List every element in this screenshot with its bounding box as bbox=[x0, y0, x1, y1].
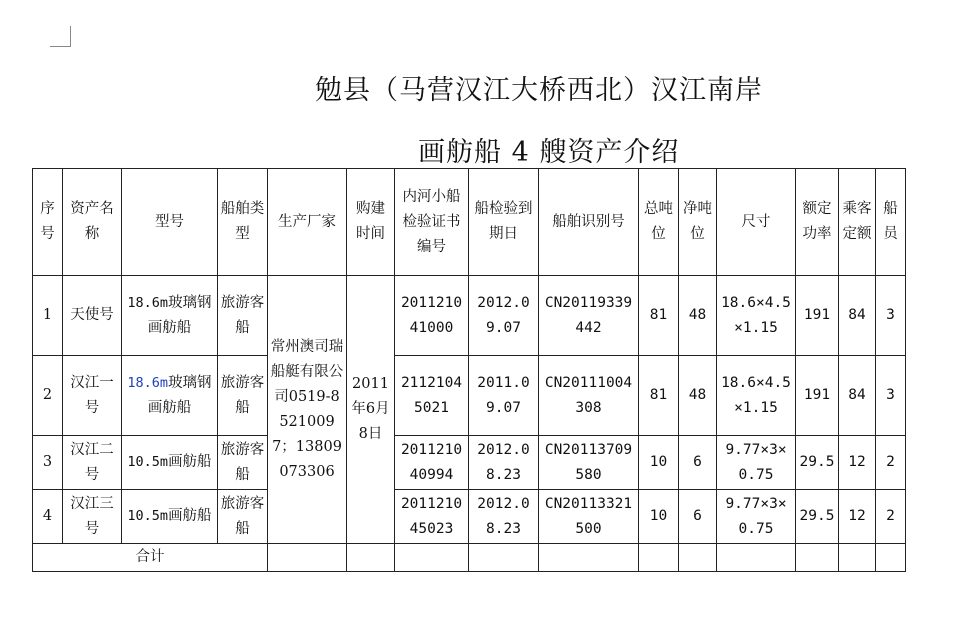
cell-crew: 2 bbox=[876, 490, 906, 544]
asset-table bbox=[32, 168, 906, 572]
total-cell bbox=[639, 544, 679, 572]
model-desc: 玻璃钢画舫船 bbox=[147, 294, 212, 336]
cell-pax: 12 bbox=[839, 490, 876, 544]
cell-crew: 3 bbox=[876, 276, 906, 356]
total-cell bbox=[679, 544, 717, 572]
cell-crew: 2 bbox=[876, 436, 906, 490]
cell-model bbox=[122, 490, 218, 544]
total-row bbox=[33, 544, 906, 572]
header-name: 资产名称 bbox=[63, 169, 122, 276]
cell-inspect: 2011.09.07 bbox=[469, 356, 539, 436]
model-desc: 画舫船 bbox=[168, 454, 212, 470]
total-label: 合计 bbox=[33, 544, 268, 572]
cell-size: 18.6×4.5×1.15 bbox=[717, 356, 796, 436]
table-row bbox=[33, 490, 906, 544]
cell-name: 汉江二号 bbox=[63, 436, 122, 490]
cell-gross: 10 bbox=[639, 436, 679, 490]
header-model: 型号 bbox=[122, 169, 218, 276]
cell-type: 旅游客船 bbox=[218, 436, 268, 490]
cell-cert: 201121045023 bbox=[395, 490, 469, 544]
total-cell bbox=[469, 544, 539, 572]
model-length: 10.5m bbox=[127, 508, 169, 524]
cell-power: 29.5 bbox=[796, 436, 839, 490]
cell-gross: 81 bbox=[639, 356, 679, 436]
cell-inspect: 2012.08.23 bbox=[469, 436, 539, 490]
header-type: 船舶类型 bbox=[218, 169, 268, 276]
cell-model bbox=[122, 436, 218, 490]
cell-pax: 12 bbox=[839, 436, 876, 490]
header-maker: 生产厂家 bbox=[268, 169, 347, 276]
cell-seq: 3 bbox=[33, 436, 63, 490]
table-row bbox=[33, 276, 906, 356]
cell-type: 旅游客船 bbox=[218, 356, 268, 436]
header-net: 净吨位 bbox=[679, 169, 717, 276]
cell-net: 6 bbox=[679, 490, 717, 544]
cell-cert: 21121045021 bbox=[395, 356, 469, 436]
cell-crew: 3 bbox=[876, 356, 906, 436]
cell-name: 汉江三号 bbox=[63, 490, 122, 544]
header-pax: 乘客定额 bbox=[839, 169, 876, 276]
cell-type: 旅游客船 bbox=[218, 276, 268, 356]
cell-net: 6 bbox=[679, 436, 717, 490]
cell-id: CN20113709580 bbox=[539, 436, 639, 490]
cell-power: 191 bbox=[796, 276, 839, 356]
cell-gross: 81 bbox=[639, 276, 679, 356]
cell-gross: 10 bbox=[639, 490, 679, 544]
cell-inspect: 2012.08.23 bbox=[469, 490, 539, 544]
cell-model bbox=[122, 356, 218, 436]
model-desc: 画舫船 bbox=[168, 508, 212, 524]
cell-model bbox=[122, 276, 218, 356]
model-desc: 玻璃钢画舫船 bbox=[147, 374, 212, 416]
cell-id: CN20111004308 bbox=[539, 356, 639, 436]
cell-seq: 2 bbox=[33, 356, 63, 436]
cell-cert: 201121040994 bbox=[395, 436, 469, 490]
cell-seq: 1 bbox=[33, 276, 63, 356]
header-id: 船舶识别号 bbox=[539, 169, 639, 276]
cell-cert: 201121041000 bbox=[395, 276, 469, 356]
page-corner-mark bbox=[50, 26, 71, 47]
header-crew: 船员 bbox=[876, 169, 906, 276]
total-cell bbox=[539, 544, 639, 572]
model-length: 10.5m bbox=[127, 454, 169, 470]
cell-pax: 84 bbox=[839, 276, 876, 356]
model-length: 18.6m bbox=[127, 374, 169, 391]
total-cell bbox=[796, 544, 839, 572]
cell-id: CN20113321500 bbox=[539, 490, 639, 544]
total-cell bbox=[268, 544, 347, 572]
cell-inspect: 2012.09.07 bbox=[469, 276, 539, 356]
header-seq: 序号 bbox=[33, 169, 63, 276]
cell-seq: 4 bbox=[33, 490, 63, 544]
cell-type: 旅游客船 bbox=[218, 490, 268, 544]
cell-net: 48 bbox=[679, 276, 717, 356]
document-title-line1: 勉县（马营汉江大桥西北）汉江南岸 bbox=[315, 75, 763, 106]
cell-name: 天使号 bbox=[63, 276, 122, 356]
cell-net: 48 bbox=[679, 356, 717, 436]
cell-built: 2011年6月8日 bbox=[347, 276, 395, 544]
header-inspect: 船检验到期日 bbox=[469, 169, 539, 276]
table-row bbox=[33, 356, 906, 436]
total-cell bbox=[717, 544, 796, 572]
cell-size: 18.6×4.5×1.15 bbox=[717, 276, 796, 356]
header-built: 购建时间 bbox=[347, 169, 395, 276]
document-title-line2: 画舫船 4 艘资产介绍 bbox=[418, 137, 680, 168]
table-header-row bbox=[33, 169, 906, 276]
cell-name: 汉江一号 bbox=[63, 356, 122, 436]
table-row bbox=[33, 436, 906, 490]
cell-size: 9.77×3×0.75 bbox=[717, 436, 796, 490]
header-cert: 内河小船检验证书编号 bbox=[395, 169, 469, 276]
cell-maker: 常州澳司瑞船艇有限公司0519-85210097；13809073306 bbox=[268, 276, 347, 544]
total-cell bbox=[347, 544, 395, 572]
cell-id: CN20119339442 bbox=[539, 276, 639, 356]
header-gross: 总吨位 bbox=[639, 169, 679, 276]
total-cell bbox=[839, 544, 876, 572]
header-size: 尺寸 bbox=[717, 169, 796, 276]
model-length: 18.6m bbox=[127, 294, 169, 311]
cell-pax: 84 bbox=[839, 356, 876, 436]
header-power: 额定功率 bbox=[796, 169, 839, 276]
cell-size: 9.77×3×0.75 bbox=[717, 490, 796, 544]
total-cell bbox=[395, 544, 469, 572]
cell-power: 29.5 bbox=[796, 490, 839, 544]
cell-power: 191 bbox=[796, 356, 839, 436]
total-cell bbox=[876, 544, 906, 572]
